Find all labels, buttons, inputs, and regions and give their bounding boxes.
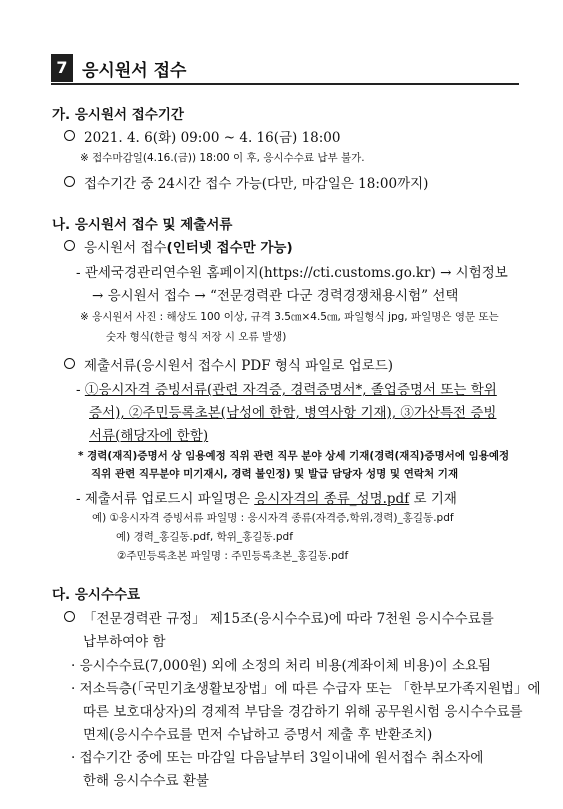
example-line-1: 예) ①응시자격 증빙서류 파일명 : 응시자격 종류(자격증,학위,경력)_홍길동.pdf (92, 512, 454, 524)
period-dates: 2021. 4. 6(화) 09:00 ~ 4. 16(금) 18:00 (84, 130, 341, 146)
example-line-3: ②주민등록초본 파일명 : 주민등록초본_홍길동.pdf (117, 550, 349, 562)
fee-detail-1: · 응시수수료(7,000원) 외에 소정의 처리 비용(계좌이체 비용)이 소요됨 (71, 658, 492, 674)
fee-rule-line-2: 납부하여야 함 (83, 634, 166, 650)
select-exam-line: → 응시원서 접수 → “전문경력관 다군 경력경쟁채용시험” 선택 (92, 288, 459, 304)
deadline-note: ※ 접수마감일(4.16.(금)) 18:00 이 후, 응시수수료 납부 불가. (80, 152, 365, 164)
section-title: 응시원서 접수 (82, 61, 187, 81)
fee-rule-line-1: 「전문경력관 규정」 제15조(응시수수료)에 따라 7천원 응시수수료를 (83, 611, 494, 627)
submit-docs-line: 제출서류(응시원서 접수시 PDF 형식 파일로 업로드) (84, 358, 394, 374)
title-underline (51, 83, 519, 85)
24h-note: 접수기간 중 24시간 접수 가능(다만, 마감일은 18:00까지) (84, 176, 429, 192)
fee-detail-2a: · 저소득층(「국민기초생활보장법」에 따른 수급자 또는 「한부모가족지원법」에 (71, 681, 541, 697)
heading-application-docs: 나. 응시원서 접수 및 제출서류 (52, 217, 233, 233)
fee-detail-2b: 따른 보호대상자)의 경제적 부담을 경감하기 위해 공무원시험 응시수수료를 (83, 704, 523, 720)
fee-detail-3a: · 접수기간 중에 또는 마감일 다음날부터 3일이내에 원서접수 취소자에 (71, 750, 484, 766)
fee-detail-3b: 한해 응시수수료 환불 (83, 773, 209, 789)
photo-note-2: 숫자 형식(한글 형식 저장 시 오류 발생) (106, 331, 287, 343)
career-cert-note-1: * 경력(재직)증명서 상 임용예정 직위 관련 직무 분야 상세 기재(경력(재직)증명서에 임용예정 (78, 450, 510, 462)
fee-detail-2c: 면제(응시수수료를 먼저 수납하고 증명서 제출 후 반환조치) (83, 727, 433, 743)
bullet-circle-icon (64, 358, 75, 369)
homepage-line: - 관세국경관리연수원 홈페이지(https://cti.customs.go.kr) → 시험정보 (76, 265, 508, 281)
bullet-circle-icon (64, 130, 75, 141)
section-number: 7 (51, 54, 73, 82)
bullet-circle-icon (64, 611, 75, 622)
docs-line-3: 서류(해당자에 한함) (89, 428, 209, 444)
bullet-circle-icon (64, 176, 75, 187)
upload-filename-line: - 제출서류 업로드시 파일명은 응시자격의 종류_성명.pdf 로 기재 (76, 491, 457, 507)
docs-line-2: 증서), ②주민등록초본(남성에 한함, 병역사항 기재), ③가산특전 증빙 (89, 405, 497, 421)
example-line-2: 예) 경력_홍길동.pdf, 학위_홍길동.pdf (116, 531, 293, 543)
career-cert-note-2: 직위 관련 직무분야 미기재시, 경력 불인정) 및 발급 담당자 성명 및 연락처 기재 (91, 468, 459, 480)
docs-line-1: - ①응시자격 증빙서류(관련 자격증, 경력증명서*, 졸업증명서 또는 학위 (76, 382, 497, 398)
heading-application-period: 가. 응시원서 접수기간 (52, 107, 184, 123)
online-only-line: 응시원서 접수(인터넷 접수만 가능) (84, 240, 293, 256)
heading-fee: 다. 응시수수료 (52, 587, 141, 603)
bullet-circle-icon (64, 240, 75, 251)
photo-note-1: ※ 응시원서 사진 : 해상도 100 이상, 규격 3.5㎝×4.5㎝, 파일형식 jpg, 파일명은 영문 또는 (80, 311, 499, 323)
